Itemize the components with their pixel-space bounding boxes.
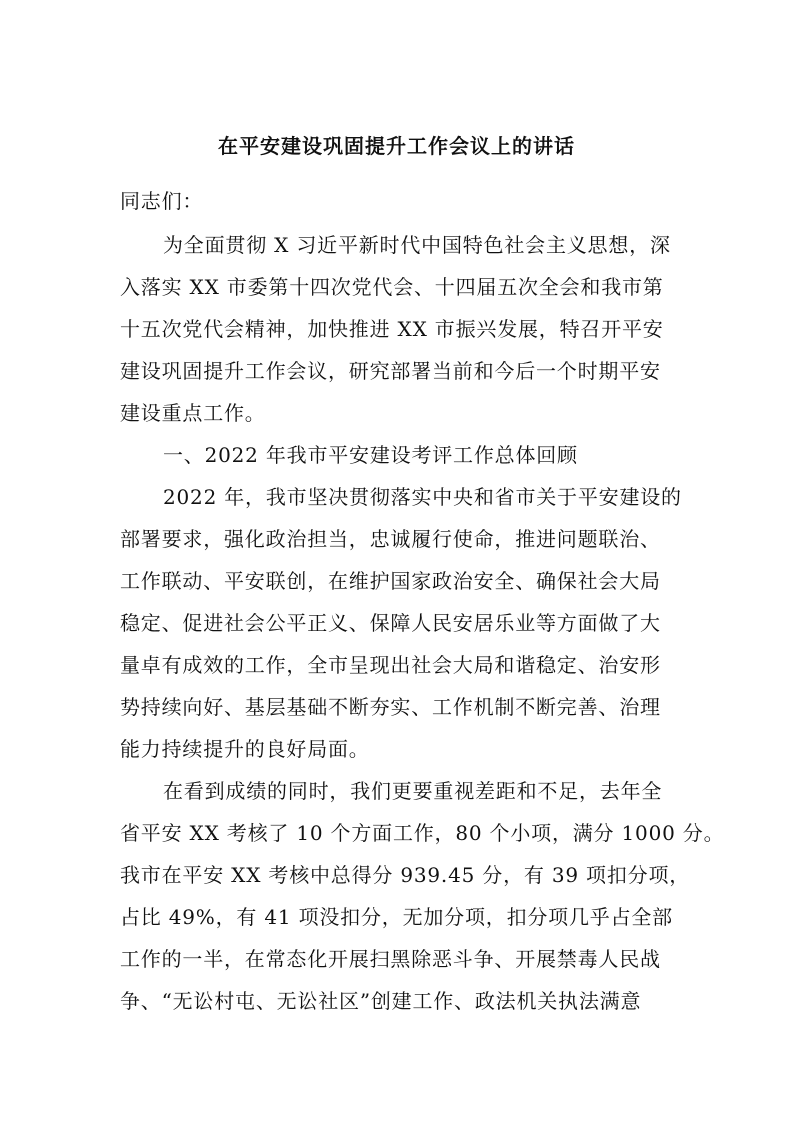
section-heading: 一、2022 年我市平安建设考评工作总体回顾 bbox=[163, 443, 578, 467]
paragraph-line: 省平安 XX 考核了 10 个方面工作，80 个小项，满分 1000 分。 bbox=[120, 821, 725, 845]
paragraph-line: 占比 49%，有 41 项没扣分，无加分项，扣分项几乎占全部 bbox=[120, 905, 673, 929]
document-title: 在平安建设巩固提升工作会议上的讲话 bbox=[218, 134, 575, 158]
paragraph-line: 入落实 XX 市委第十四次党代会、十四届五次全会和我市第 bbox=[120, 275, 664, 299]
paragraph-line: 我市在平安 XX 考核中总得分 939.45 分，有 39 项扣分项， bbox=[120, 863, 691, 887]
paragraph-line: 建设重点工作。 bbox=[120, 401, 266, 425]
paragraph-line: 能力持续提升的良好局面。 bbox=[120, 737, 370, 761]
paragraph-line: 工作的一半，在常态化开展扫黑除恶斗争、开展禁毒人民战 bbox=[120, 947, 661, 971]
paragraph-line: 稳定、促进社会公平正义、保障人民安居乐业等方面做了大 bbox=[120, 611, 661, 635]
paragraph-line: 十五次党代会精神，加快推进 XX 市振兴发展，特召开平安 bbox=[120, 317, 664, 341]
paragraph-line: 在看到成绩的同时，我们更要重视差距和不足，去年全 bbox=[163, 779, 663, 803]
paragraph-line: 为全面贯彻 X 习近平新时代中国特色社会主义思想，深 bbox=[163, 233, 671, 257]
salutation: 同志们： bbox=[120, 189, 204, 213]
paragraph-line: 争、“无讼村屯、无讼社区”创建工作、政法机关执法满意 bbox=[120, 989, 642, 1013]
paragraph-line: 工作联动、平安联创，在维护国家政治安全、确保社会大局 bbox=[120, 569, 661, 593]
paragraph-line: 量卓有成效的工作，全市呈现出社会大局和谐稳定、治安形 bbox=[120, 653, 661, 677]
paragraph-line: 2022 年，我市坚决贯彻落实中央和省市关于平安建设的 bbox=[163, 485, 682, 509]
paragraph-line: 势持续向好、基层基础不断夯实、工作机制不断完善、治理 bbox=[120, 695, 661, 719]
paragraph-line: 部署要求，强化政治担当，忠诚履行使命，推进问题联治、 bbox=[120, 527, 661, 551]
paragraph-line: 建设巩固提升工作会议，研究部署当前和今后一个时期平安 bbox=[120, 359, 661, 383]
